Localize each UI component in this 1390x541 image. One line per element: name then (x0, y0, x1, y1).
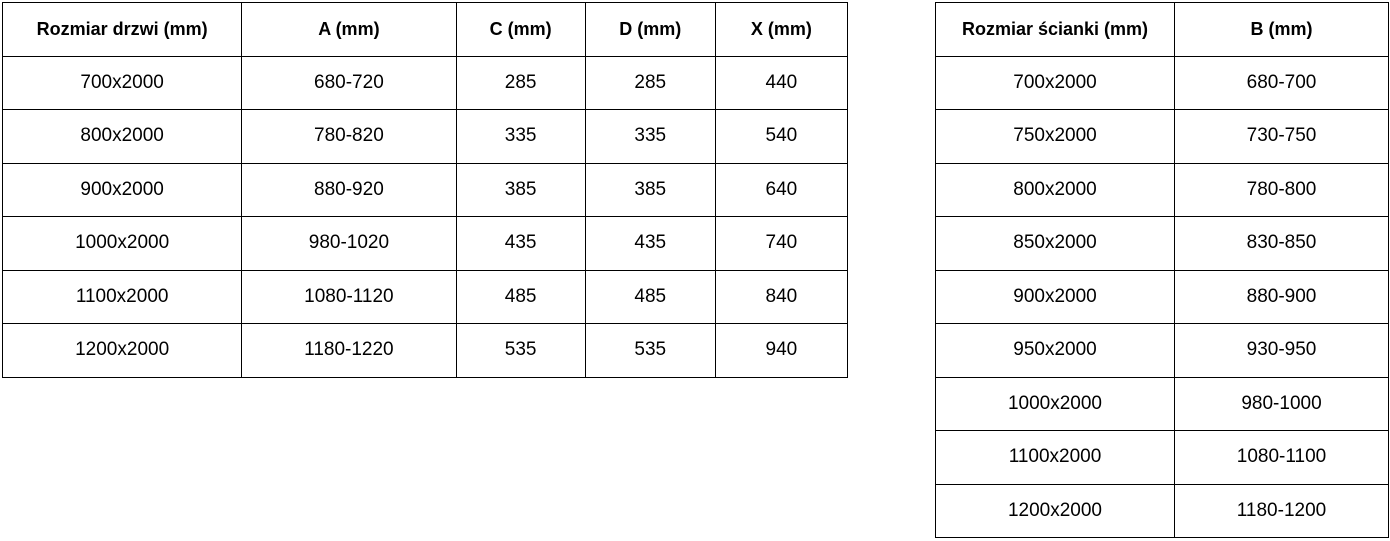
table-row (3, 270, 848, 324)
table-row (936, 270, 1389, 324)
table-cell: 980-1020 (242, 217, 456, 271)
table-cell: 1200x2000 (936, 484, 1175, 538)
table-row (936, 324, 1389, 378)
column-header: D (mm) (585, 3, 715, 57)
wall-panel-dimensions-table (935, 2, 1389, 538)
table-cell: 900x2000 (3, 163, 242, 217)
table-cell: 1200x2000 (3, 324, 242, 378)
table-cell: 700x2000 (936, 56, 1175, 110)
table-cell: 680-720 (242, 56, 456, 110)
table-cell: 750x2000 (936, 110, 1175, 164)
header-row (3, 3, 848, 57)
table-cell: 535 (456, 324, 585, 378)
table-cell: 1100x2000 (936, 431, 1175, 485)
column-header: X (mm) (715, 3, 847, 57)
table-cell: 540 (715, 110, 847, 164)
table-cell: 335 (585, 110, 715, 164)
table-cell: 830-850 (1175, 217, 1389, 271)
table-cell: 950x2000 (936, 324, 1175, 378)
table-cell: 980-1000 (1175, 377, 1389, 431)
header-row (936, 3, 1389, 57)
table-cell: 1180-1200 (1175, 484, 1389, 538)
table-cell: 780-820 (242, 110, 456, 164)
table-cell: 850x2000 (936, 217, 1175, 271)
column-header: A (mm) (242, 3, 456, 57)
table-row (936, 110, 1389, 164)
table-cell: 800x2000 (3, 110, 242, 164)
table-cell: 780-800 (1175, 163, 1389, 217)
table-cell: 800x2000 (936, 163, 1175, 217)
table-cell: 940 (715, 324, 847, 378)
table-cell: 385 (585, 163, 715, 217)
table-cell: 485 (585, 270, 715, 324)
table-cell: 1080-1100 (1175, 431, 1389, 485)
table-cell: 680-700 (1175, 56, 1389, 110)
table-cell: 1100x2000 (3, 270, 242, 324)
column-header: Rozmiar drzwi (mm) (3, 3, 242, 57)
table-row (3, 163, 848, 217)
table-cell: 740 (715, 217, 847, 271)
table-cell: 335 (456, 110, 585, 164)
table-cell: 285 (585, 56, 715, 110)
table-cell: 1000x2000 (936, 377, 1175, 431)
table-cell: 385 (456, 163, 585, 217)
column-header: C (mm) (456, 3, 585, 57)
table-cell: 640 (715, 163, 847, 217)
table-cell: 840 (715, 270, 847, 324)
table-cell: 485 (456, 270, 585, 324)
table-row (936, 484, 1389, 538)
table-cell: 930-950 (1175, 324, 1389, 378)
column-header: Rozmiar ścianki (mm) (936, 3, 1175, 57)
table-row (3, 324, 848, 378)
table-cell: 900x2000 (936, 270, 1175, 324)
table-row (936, 217, 1389, 271)
table-row (3, 56, 848, 110)
door-dimensions-table (2, 2, 848, 378)
table-cell: 730-750 (1175, 110, 1389, 164)
table-row (936, 431, 1389, 485)
table-cell: 1080-1120 (242, 270, 456, 324)
column-header: B (mm) (1175, 3, 1389, 57)
table-row (936, 377, 1389, 431)
table-cell: 435 (585, 217, 715, 271)
table-cell: 285 (456, 56, 585, 110)
table-cell: 535 (585, 324, 715, 378)
table-cell: 435 (456, 217, 585, 271)
table-cell: 1180-1220 (242, 324, 456, 378)
table-row (936, 56, 1389, 110)
table-cell: 880-900 (1175, 270, 1389, 324)
table-cell: 1000x2000 (3, 217, 242, 271)
table-row (936, 163, 1389, 217)
table-cell: 700x2000 (3, 56, 242, 110)
table-cell: 440 (715, 56, 847, 110)
table-row (3, 110, 848, 164)
table-cell: 880-920 (242, 163, 456, 217)
table-row (3, 217, 848, 271)
